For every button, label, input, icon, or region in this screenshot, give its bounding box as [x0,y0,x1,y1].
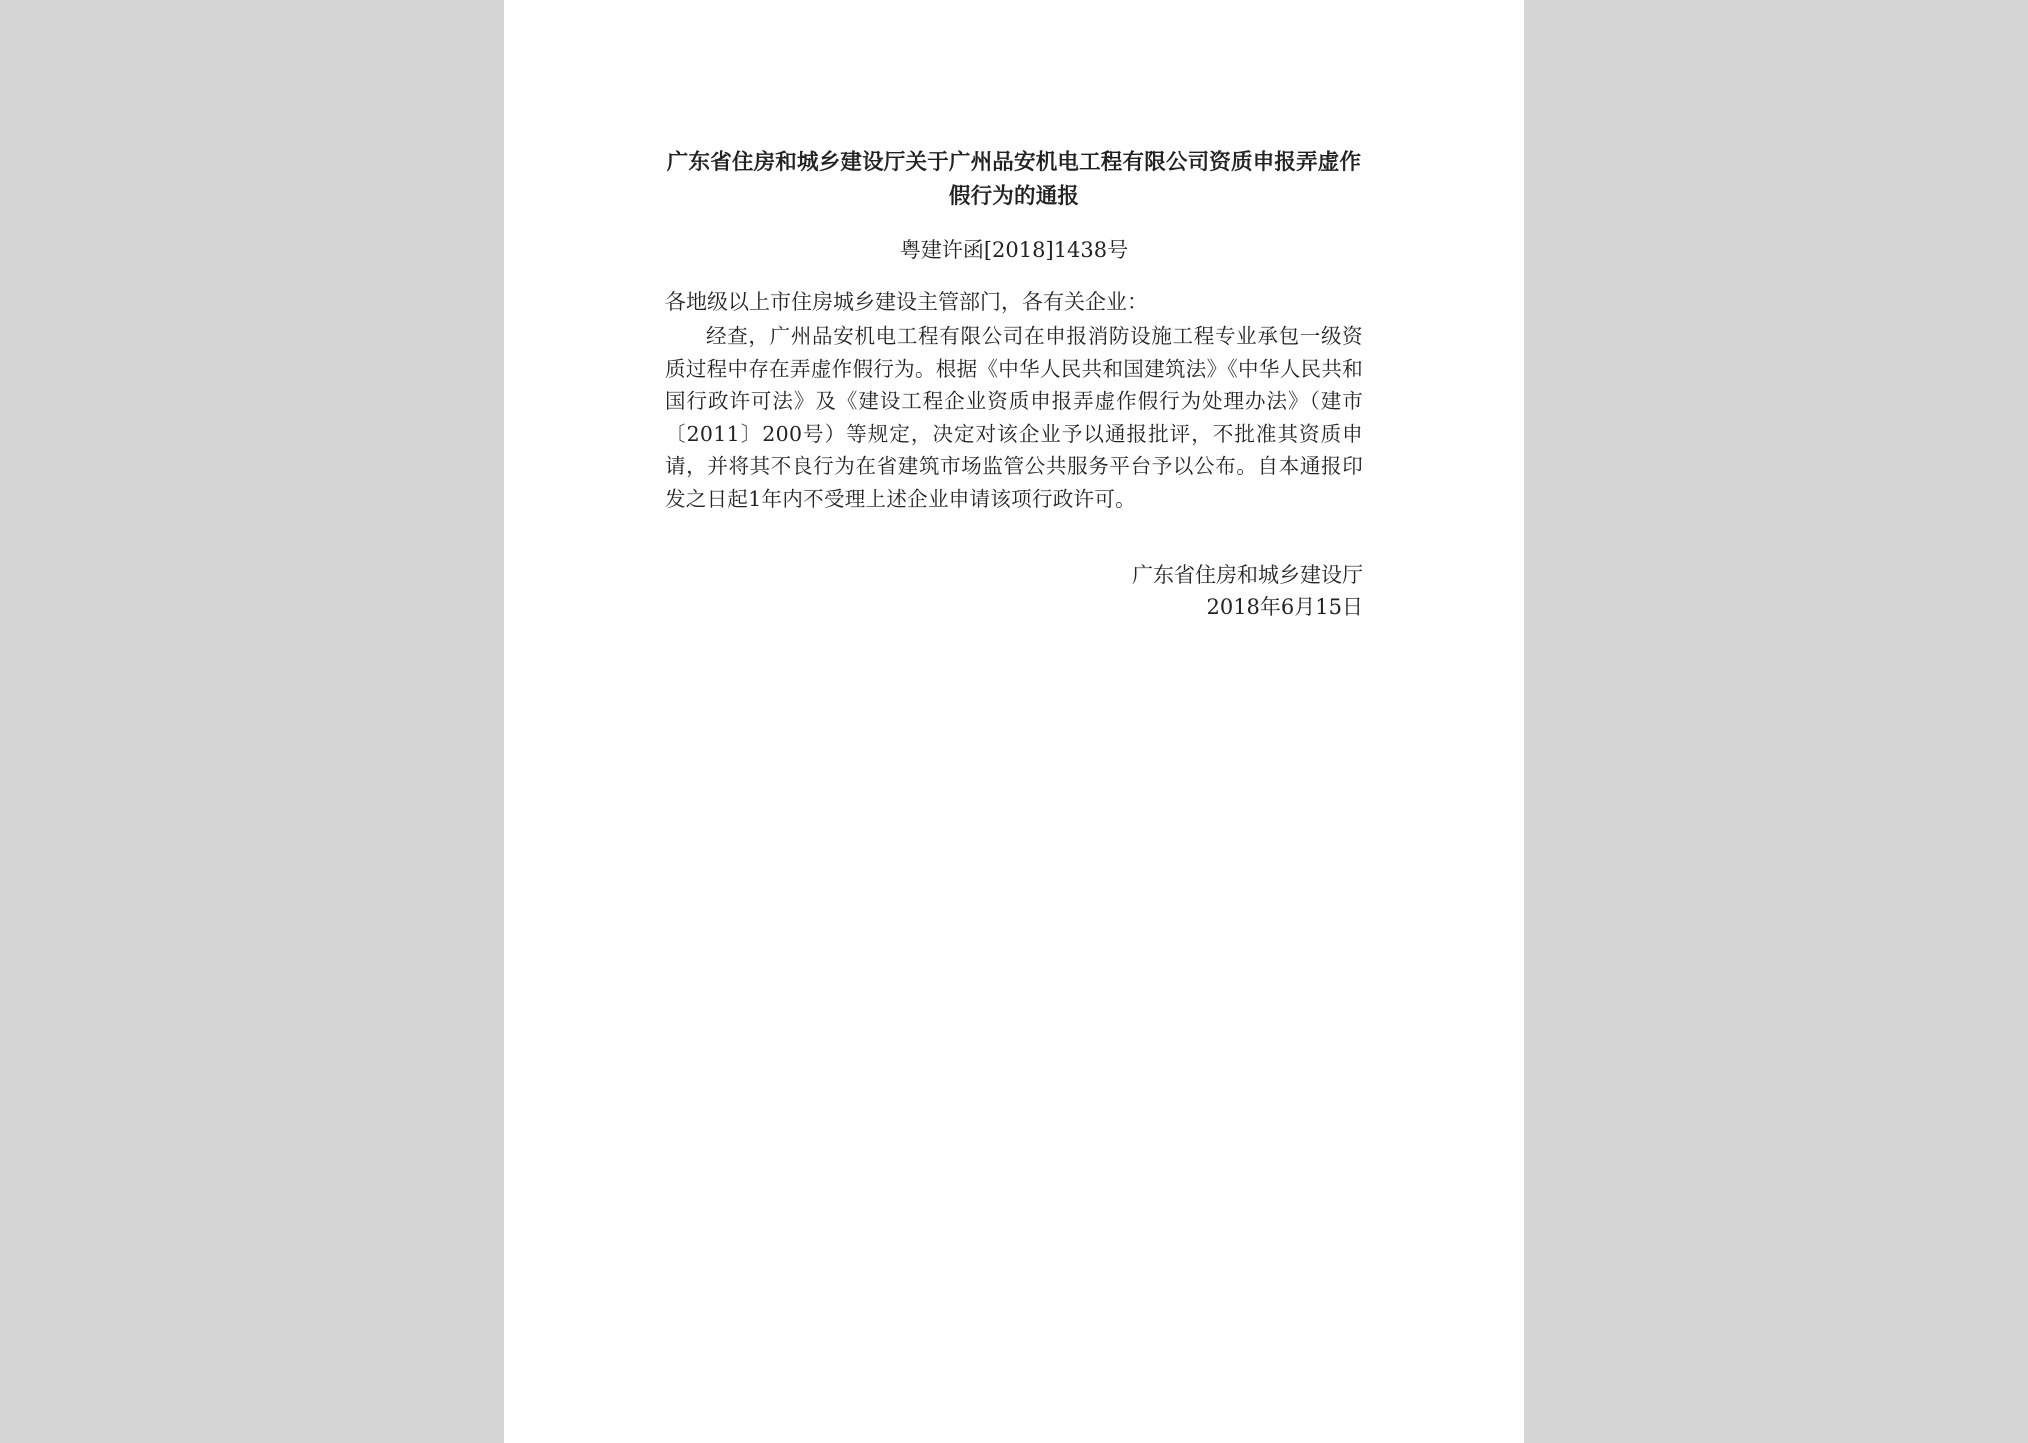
document-page [504,0,1524,1443]
body-paragraph: 经查，广州品安机电工程有限公司在申报消防设施工程专业承包一级资质过程中存在弄虚作假行为。根据《中华人民共和国建筑法》《中华人民共和国行政许可法》及《建设工程企业资质申报弄虚作假行为处理办法》（建市〔2011〕200号）等规定，决定对该企业予以通报批评，不批准其资质申请，并将其不良行为在省建筑市场监管公共服务平台予以公布。自本通报印发之日起1年内不受理上述企业申请该项行政许可。 [665,324,1363,511]
issuer-name: 广东省住房和城乡建设厅 [1132,563,1363,587]
signature-block [665,559,1363,623]
document-title: 广东省住房和城乡建设厅关于广州品安机电工程有限公司资质申报弄虚作假行为的通报 [666,150,1362,209]
document-content [665,146,1363,623]
salutation: 各地级以上市住房城乡建设主管部门，各有关企业： [665,290,1148,314]
document-number: 粤建许函[2018]1438号 [899,238,1129,262]
issue-date: 2018年6月15日 [1206,595,1363,619]
